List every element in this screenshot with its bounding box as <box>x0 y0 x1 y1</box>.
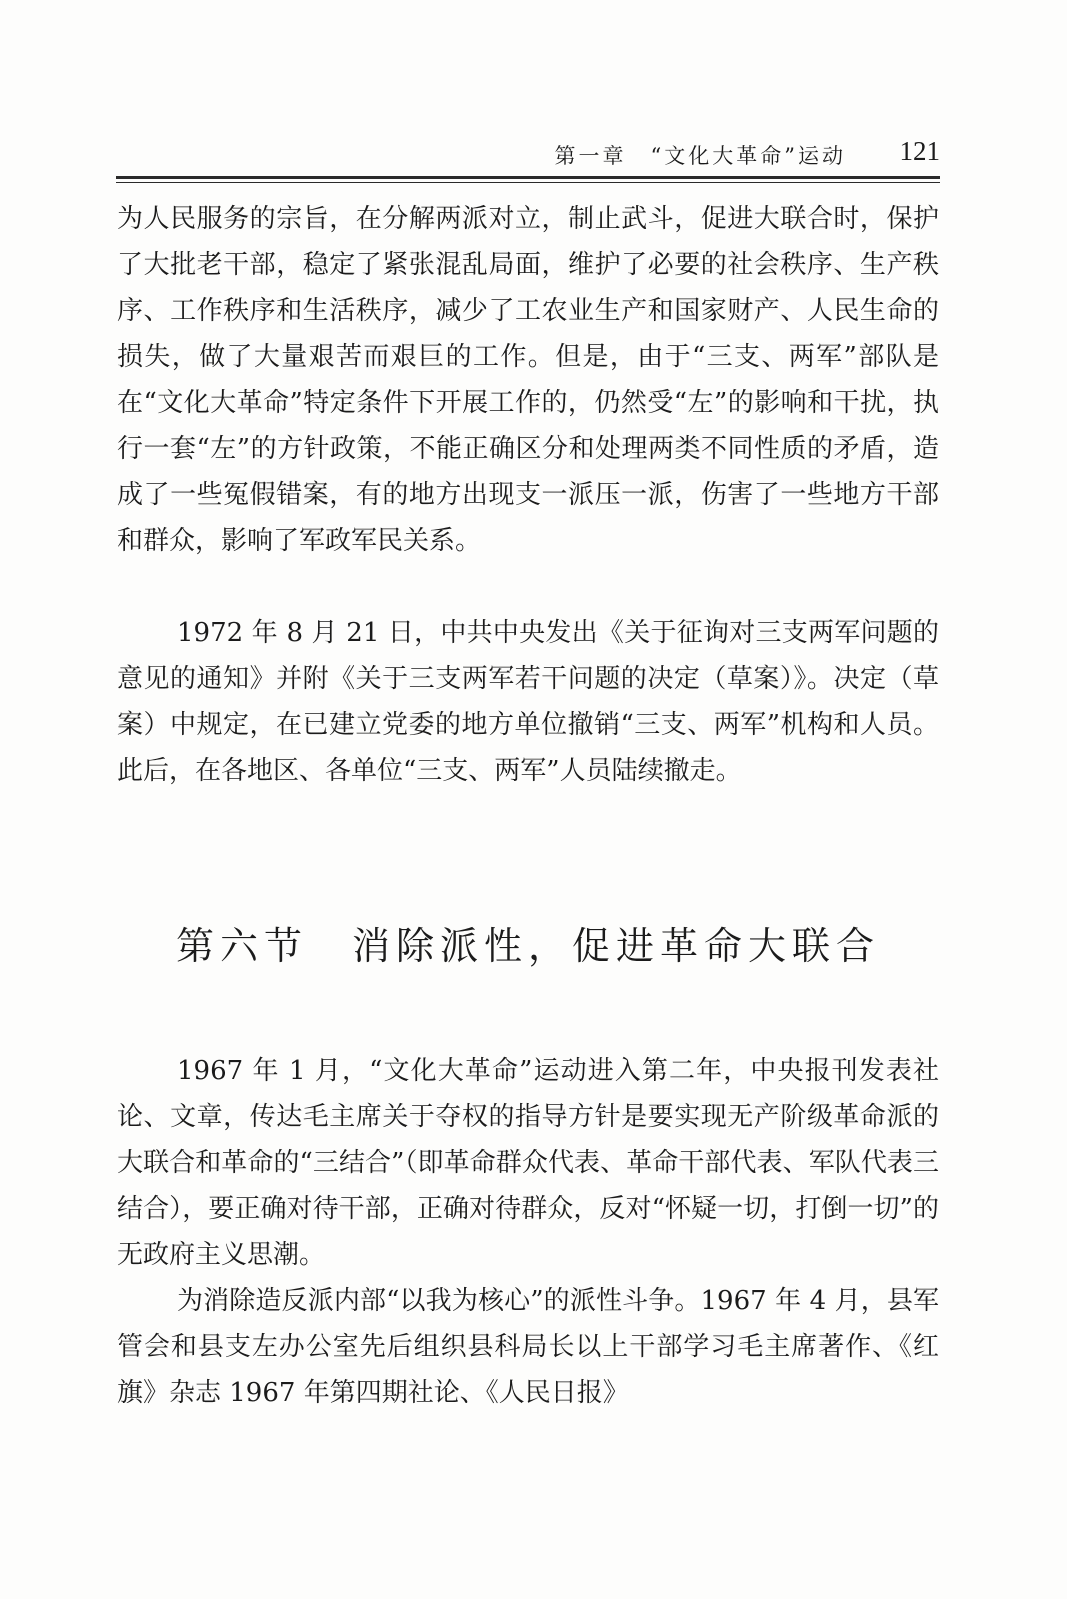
paragraph-1972-notice: 1972 年 8 月 21 日，中共中央发出《关于征询对三支两军问题的意见的通知》并附《关于三支两军若干问题的决定（草案）》。决定（草案）中规定，在已建立党委的地方单位撤销“三支、两军”机构和人员。此后，在各地区、各单位“三支、两军”人员陆续撤走。 <box>117 618 939 786</box>
header-chapter-title: 第一章 “文化大革命”运动 <box>554 144 846 168</box>
paragraph-continued: 为人民服务的宗旨，在分解两派对立，制止武斗，促进大联合时，保护了大批老干部，稳定了紧张混乱局面，维护了必要的社会秩序、生产秩序、工作秩序和生活秩序，减少了工农业生产和国家财产、人民生命的损失，做了大量艰苦而艰巨的工作。但是，由于“三支、两军”部队是在“文化大革命”特定条件下开展工作的，仍然受“左”的影响和干扰，执行一套“左”的方针政策，不能正确区分和处理两类不同性质的矛盾，造成了一些冤假错案，有的地方出现支一派压一派，伤害了一些地方干部和群众，影响了军政军民关系。 <box>117 204 939 556</box>
page-number: 121 <box>899 136 940 166</box>
paragraph-eliminate-factionalism: 为消除造反派内部“以我为核心”的派性斗争。1967 年 4 月，县军管会和县支左办公室先后组织县科局长以上干部学习毛主席著作、《红旗》杂志 1967 年第四期社论、《人民日报》 <box>117 1286 939 1408</box>
paragraph-1967-january: 1967 年 1 月，“文化大革命”运动进入第二年，中央报刊发表社论、文章，传达毛主席关于夺权的指导方针是要实现无产阶级革命派的大联合和革命的“三结合”（即革命群众代表、革命干部代表、军队代表三结合），要正确对待干部，正确对待群众，反对“怀疑一切，打倒一切”的无政府主义思潮。 <box>117 1056 939 1270</box>
running-header <box>118 136 940 172</box>
header-rule-thick <box>116 176 940 179</box>
header-rule-thin <box>116 182 940 183</box>
section-title: 第六节 消除派性，促进革命大联合 <box>175 924 880 968</box>
